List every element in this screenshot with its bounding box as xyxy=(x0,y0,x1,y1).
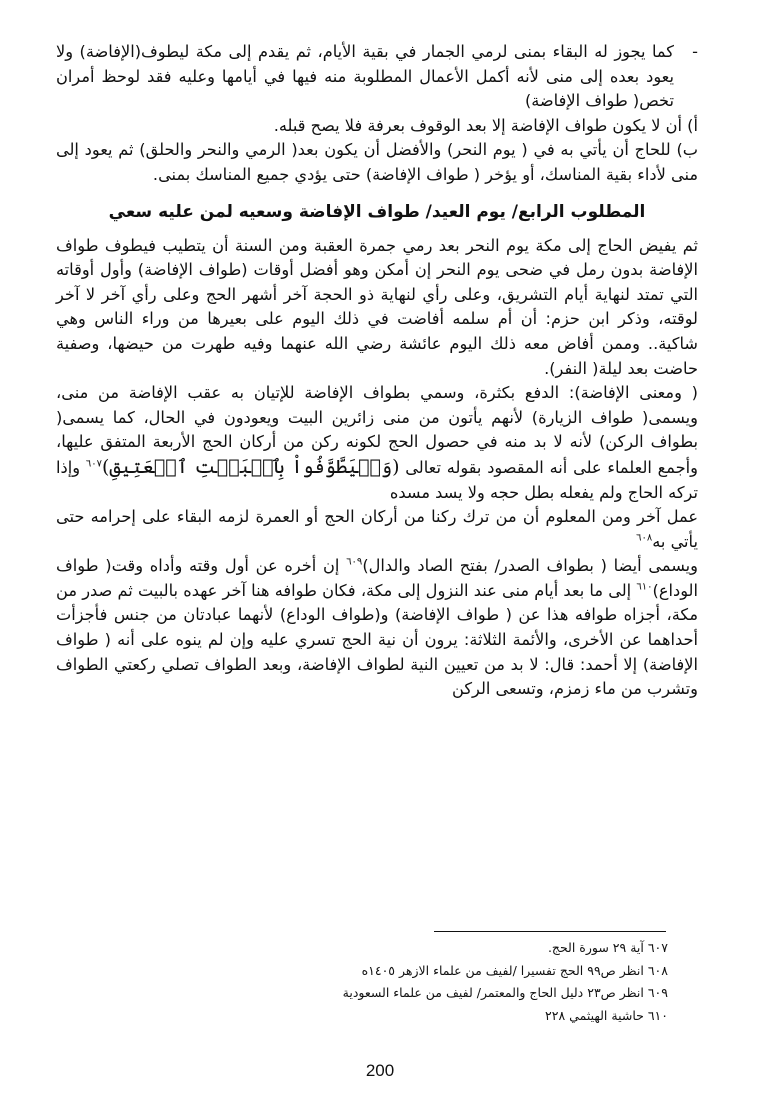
bullet-paragraph xyxy=(56,40,698,114)
footnote-ref-610: ٦١٠ xyxy=(636,581,653,593)
bullet-paragraph-text: كما يجوز له البقاء بمنى لرمي الجمار في بقية الأيام، ثم يقدم إلى مكة ليطوف(الإفاضة) ولا يعود بعده إلى منى لأنه أكمل الأعمال المطلوبة منه فيها في أيامها وعليه فقد لوحظ أمران تخص( طواف الإفاضة) xyxy=(56,42,674,111)
paragraph-4 xyxy=(56,554,698,702)
footnote-610: ٦١٠ حاشية الهيثمي ٢٢٨ xyxy=(545,1007,668,1023)
footnote-ref-609: ٦٠٩ xyxy=(346,556,363,568)
paragraph-2-continuation: وإذا تركه الحاج ولم يفعله بطل حجه ولا يسد مسده xyxy=(56,457,698,502)
paragraph-1: ثم يفيض الحاج إلى مكة يوم النحر بعد رمي جمرة العقبة ومن السنة أن يتطيب فيطوف طواف الإفاضة بدون رمل في ضحى يوم النحر إن أمكن وهو أفضل أوقات (طواف الإفاضة) وأول أوقاته التي تمتد لنهاية أيام التشريق، وعلى رأي لنهاية ذو الحجة آخر أشهر الحج وعلى رأي آخر لا آخر لوقته، وذكر ابن حزم: أن أم سلمه أفاضت في ذلك اليوم على بعيرها من وراء الناس وهي شاكية.. وممن أفاض معه ذلك اليوم عائشة رضي الله عنهما وفيه طهرت من حيضها، وصفية حاضت بعد ليلة( النفر). xyxy=(56,235,698,378)
footnote-608: ٦٠٨ انظر ص٩٩ الحج تفسيرا /لفيف من علماء الازهر ١٤٠٥ه xyxy=(361,962,668,978)
quran-verse: (وَلۡيَطَّوَّفُواْ بِٱلۡبَيۡتِ ٱلۡعَتِيقِ) xyxy=(101,455,400,478)
footnotes xyxy=(240,937,668,1027)
footnote-divider xyxy=(434,931,666,932)
footnote-609: ٦٠٩ انظر ص٢٣ دليل الحاج والمعتمر/ لفيف من علماء السعودية xyxy=(342,985,668,1000)
main-text xyxy=(56,40,698,702)
paragraph-3 xyxy=(56,505,698,554)
paragraph-2 xyxy=(56,381,698,505)
footnote-ref-608: ٦٠٨ xyxy=(636,532,653,544)
section-heading: المطلوب الرابع/ يوم العيد/ طواف الإفاضة وسعيه لمن عليه سعي xyxy=(108,201,646,222)
paragraph-4-text-c: إلى ما بعد أيام منى عند النزول إلى مكة، فكان طوافه هنا آخر عهده بالبيت ثم صدر من مكة، أجزاه طوافه هذا عن ( طواف الإفاضة) و(طواف الوداع) لأنهما عبادتان من جنس فأجزأت أحداهما عن الأخرى، والأئمة الثلاثة: يرون أن نية الحج تسري عليه وإن لم ينوه على أنه ( طواف الإفاضة) إلا أحمد: قال: لا بد من تعيين النية لطواف الإفاضة، وبعد الطواف تصلي ركعتي الطواف وتشرب من ماء زمزم، وتسعى الركن xyxy=(56,580,698,699)
paragraph-4-text-b: إن أخره عن أول وقته وأداه وقت( طواف الوداع) xyxy=(56,556,698,600)
footnote-ref-607: ٦٠٧ xyxy=(85,458,102,470)
footnote-607: ٦٠٧ آية ٢٩ سورة الحج. xyxy=(547,940,668,955)
paragraph-2-text: ( ومعنى الإفاضة): الدفع بكثرة، وسمي بطواف الإفاضة للإتيان به عقب الإفاضة من منى، ويسمى( طواف الزيارة) لأنهم يأتون من منى زائرين البيت ويعودون في الحال، كما يسمى( بطواف الركن) لأنه لا بد منه في حصول الحج لكونه ركن من أركان الحج الأربعة المتفق عليها، وأجمع العلماء على أنه المقصود بقوله تعالى xyxy=(56,383,698,477)
page-number: 200 xyxy=(365,1061,395,1080)
alef-paragraph: أ) أن لا يكون طواف الإفاضة إلا بعد الوقوف بعرفة فلا يصح قبله. xyxy=(273,115,698,135)
bullet-mark: - xyxy=(692,42,698,61)
paragraph-3-text: عمل آخر ومن المعلوم أن من ترك ركنا من أركان الحج أو العمرة لزمه البقاء على إحرامه حتى يأتي به xyxy=(56,507,698,551)
ba-paragraph: ب) للحاج أن يأتي به في ( يوم النحر) والأفضل أن يكون بعد( الرمي والنحر والحلق) ثم يعود إلى منى لأداء بقية المناسك، أو يؤخر ( طواف الإفاضة) حتى يؤدي جميع المناسك بمنى. xyxy=(56,140,698,184)
paragraph-4-text-a: ويسمى أيضا ( بطواف الصدر/ بفتح الصاد والدال) xyxy=(362,556,698,576)
